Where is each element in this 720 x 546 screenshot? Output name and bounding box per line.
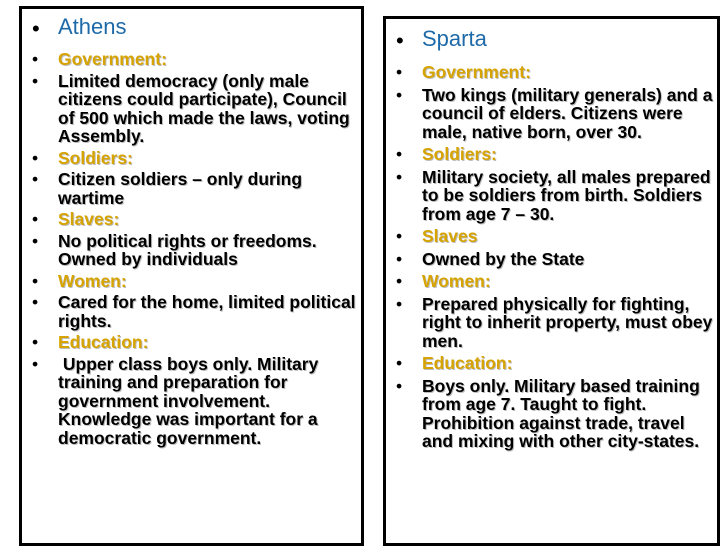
sparta-soldiers-text: • Military society, all males prepared to be soldiers from birth. Soldiers from age 7 – 30. <box>386 168 717 224</box>
athens-education-heading: • Education: <box>22 333 361 352</box>
athens-panel <box>19 6 364 546</box>
athens-slaves-heading: • Slaves: <box>22 210 361 229</box>
sparta-government-heading: • Government: <box>386 63 717 82</box>
athens-soldiers-heading: • Soldiers: <box>22 149 361 168</box>
sparta-women-text: • Prepared physically for fighting, right to inherit property, must obey men. <box>386 295 717 351</box>
athens-title: • Athens <box>22 14 361 40</box>
athens-government-heading: • Government: <box>22 50 361 69</box>
athens-soldiers-text: • Citizen soldiers – only during wartime <box>22 170 361 207</box>
sparta-education-text: • Boys only. Military based training from age 7. Taught to fight. Prohibition against trade, travel and mixing with other city-states. <box>386 377 717 451</box>
athens-government-text: • Limited democracy (only male citizens could participate), Council of 500 which made the laws, voting Assembly. <box>22 72 361 146</box>
sparta-panel <box>383 16 720 546</box>
athens-slaves-text: • No political rights or freedoms. Owned by individuals <box>22 232 361 269</box>
sparta-list <box>386 19 717 451</box>
athens-list <box>22 9 361 447</box>
sparta-women-heading: • Women: <box>386 272 717 291</box>
sparta-title: • Sparta <box>386 26 717 52</box>
sparta-slaves-text: • Owned by the State <box>386 250 717 269</box>
athens-women-heading: • Women: <box>22 272 361 291</box>
athens-education-text: • Upper class boys only. Military training and preparation for government involvement. Knowledge was important for a democratic government. <box>22 355 361 448</box>
athens-women-text: • Cared for the home, limited political rights. <box>22 293 361 330</box>
sparta-slaves-heading: • Slaves <box>386 227 717 246</box>
sparta-government-text: • Two kings (military generals) and a council of elders. Citizens were male, native born, over 30. <box>386 86 717 142</box>
sparta-soldiers-heading: • Soldiers: <box>386 145 717 164</box>
sparta-education-heading: • Education: <box>386 354 717 373</box>
